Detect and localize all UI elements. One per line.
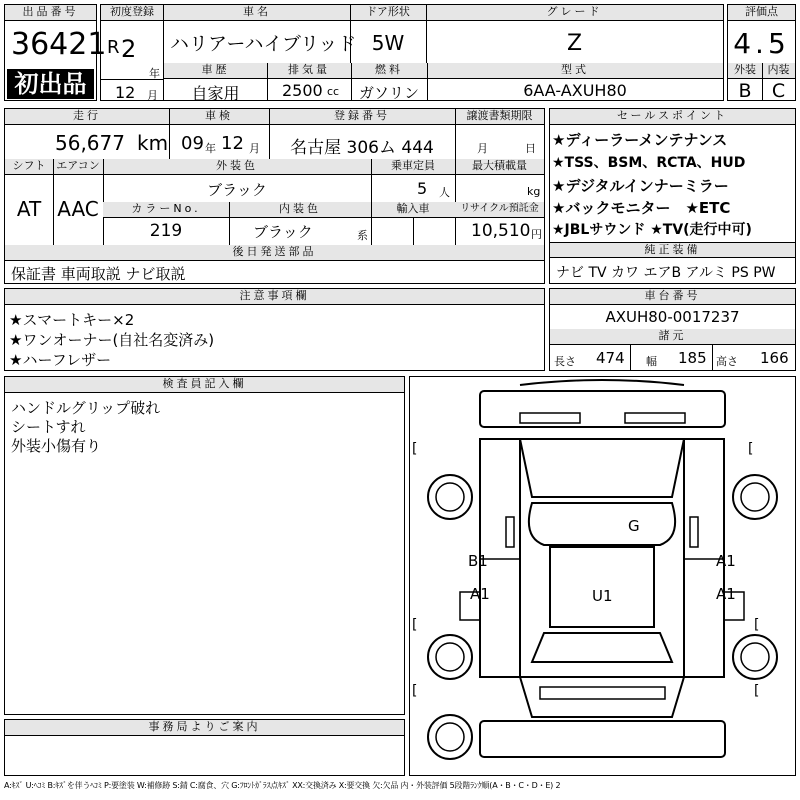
sales-point-item: ★TSS、BSM、RCTA、HUD xyxy=(552,155,746,171)
lot-number: 36421 xyxy=(11,27,107,62)
note-item: ★ハーフレザー xyxy=(9,351,112,369)
int-color-label: 内装色 xyxy=(229,202,371,218)
equipment-value: ナビ TV カワ エアB アルミ PS PW xyxy=(556,265,776,281)
max-load-unit: kg xyxy=(527,185,541,198)
first-listing-badge: 初出品 xyxy=(7,69,94,99)
sales-point-item: ★デジタルインナーミラー xyxy=(552,177,729,195)
exterior-label: 外装 xyxy=(728,63,762,79)
inspection-year: 09 xyxy=(181,133,204,154)
overall-score: 4.5 xyxy=(733,27,790,60)
bracket-mark: [ xyxy=(748,441,754,457)
recycle-unit: 円 xyxy=(531,228,542,241)
ext-color-label: 外装色 xyxy=(103,159,371,175)
damage-mark-right-rear-door: A1 xyxy=(716,585,736,603)
notes-label: 注意事項欄 xyxy=(5,289,544,305)
notes-box xyxy=(4,288,545,371)
capacity-unit: 人 xyxy=(439,186,450,199)
mileage-label: 走行 xyxy=(5,109,169,125)
legend-text: A:ｷｽﾞ U:ﾍｺﾐ B:ｷｽﾞを伴うﾍｺﾐ P:要塗装 W:補修跡 S:錆 C:腐食、穴 G:ﾌﾛﾝﾄｶﾞﾗｽ点ｷｽﾞ XX:交換済み X:要交換 欠:欠品 内・外装評価 5段階ﾗﾝｸ順(A・B・C・D・E) 2 xyxy=(4,781,561,790)
inspection-label: 車検 xyxy=(169,109,269,125)
width-value: 185 xyxy=(678,349,707,367)
max-load-label: 最大積載量 xyxy=(455,159,544,175)
inspector-item: シートすれ xyxy=(11,418,86,436)
deadline-day-unit: 日 xyxy=(525,142,536,155)
later-parts-label: 後日発送部品 xyxy=(5,245,544,261)
note-item: ★スマートキー×2 xyxy=(9,311,135,329)
damage-mark-windshield: G xyxy=(628,517,640,535)
damage-mark-roof: U1 xyxy=(592,587,613,605)
history-label: 車歴 xyxy=(164,63,267,79)
score-label: 評価点 xyxy=(728,5,795,21)
sales-point-item: ★ディーラーメンテナンス xyxy=(552,131,728,149)
note-item: ★ワンオーナー(自社名変済み) xyxy=(9,331,215,349)
office-box xyxy=(4,719,405,776)
fuel-type: ガソリン xyxy=(358,84,419,102)
inspection-month-unit: 月 xyxy=(249,142,260,155)
inspector-item: ハンドルグリップ破れ xyxy=(11,399,161,417)
vehicle-header-box xyxy=(163,4,724,101)
car-name-label: 車名 xyxy=(164,5,350,21)
sales-points-box xyxy=(549,108,796,284)
interior-label: 内装 xyxy=(762,63,795,79)
vehicle-history: 自家用 xyxy=(191,84,240,103)
specs-label: 諸元 xyxy=(550,329,795,345)
damage-mark-left-rear-door: A1 xyxy=(470,585,490,603)
bracket-mark: [ xyxy=(412,683,418,699)
height-label: 高さ xyxy=(716,355,738,368)
lot-label: 出品番号 xyxy=(5,5,96,21)
inspector-box xyxy=(4,376,405,715)
mileage-value: 56,677 xyxy=(55,131,125,155)
displacement: 2500 xyxy=(282,81,323,100)
sales-point-item: ★バックモニター ★ETC xyxy=(552,199,731,217)
sales-points-label: セールスポイント xyxy=(550,109,795,125)
car-name: ハリアーハイブリッド xyxy=(170,33,357,55)
door-type: 5W xyxy=(371,31,405,55)
model-label: 型式 xyxy=(427,63,723,79)
color-no-label: カラーNo. xyxy=(103,202,229,218)
shift-value: AT xyxy=(16,197,42,221)
first-reg-month: 12 xyxy=(115,83,136,102)
damage-mark-left-front-door: B1 xyxy=(468,552,488,570)
deadline-month-unit: 月 xyxy=(477,142,488,155)
int-color-suffix: 系 xyxy=(357,229,368,242)
equipment-label: 純正装備 xyxy=(550,242,795,258)
deadline-label: 譲渡書類期限 xyxy=(455,109,544,125)
width-label: 幅 xyxy=(646,355,657,368)
first-reg-month-unit: 月 xyxy=(147,89,158,102)
first-reg-year: 2 xyxy=(121,35,137,63)
chassis-label: 車台番号 xyxy=(550,289,795,305)
first-reg-year-unit: 年 xyxy=(149,67,160,80)
length-label: 長さ xyxy=(554,355,576,368)
recycle-label: リサイクル預託金 xyxy=(455,202,544,218)
damage-mark-right-front-door: A1 xyxy=(716,552,736,570)
shift-label: シフト xyxy=(5,159,53,175)
exterior-score: B xyxy=(738,80,752,102)
mileage-unit: km xyxy=(137,131,169,155)
recycle-value: 10,510 xyxy=(471,221,531,241)
displacement-label: 排気量 xyxy=(267,63,351,79)
plate-number: 名古屋 306ム 444 xyxy=(290,138,434,158)
bracket-mark: [ xyxy=(412,441,418,457)
color-number: 219 xyxy=(149,221,183,241)
office-label: 事務局よりご案内 xyxy=(5,720,404,736)
sales-point-item: ★JBLサウンド ★TV(走行中可) xyxy=(552,222,752,238)
ac-value: AAC xyxy=(57,197,99,221)
damage-diagram-box xyxy=(409,376,796,776)
ext-color-value: ブラック xyxy=(207,181,267,199)
inspection-year-unit: 年 xyxy=(205,142,216,155)
score-box xyxy=(727,4,796,101)
first-reg-era: R xyxy=(107,37,120,58)
chassis-number: AXUH80-0017237 xyxy=(605,308,740,326)
bracket-mark: [ xyxy=(412,617,418,633)
car-damage-diagram xyxy=(410,377,795,775)
details-box xyxy=(4,108,545,284)
model-code: 6AA-AXUH80 xyxy=(523,81,627,100)
bracket-mark: [ xyxy=(754,683,760,699)
ac-label: エアコン xyxy=(53,159,103,175)
displacement-unit: cc xyxy=(327,85,340,98)
later-parts-value: 保証書 車両取説 ナビ取説 xyxy=(11,265,186,283)
capacity-value: 5 xyxy=(417,179,428,198)
inspector-label: 検査員記入欄 xyxy=(5,377,404,393)
fuel-label: 燃料 xyxy=(351,63,427,79)
chassis-box xyxy=(549,288,796,371)
first-reg-label: 初度登録 xyxy=(101,5,163,21)
length-value: 474 xyxy=(596,349,625,367)
interior-score: C xyxy=(771,80,786,102)
lot-box xyxy=(4,4,107,101)
grade-value: Z xyxy=(566,31,583,56)
plate-label: 登録番号 xyxy=(269,109,455,125)
bracket-mark: [ xyxy=(754,617,760,633)
height-value: 166 xyxy=(760,349,789,367)
capacity-label: 乗車定員 xyxy=(371,159,455,175)
inspection-month: 12 xyxy=(221,133,244,154)
door-label: ドア形状 xyxy=(350,5,426,21)
inspector-item: 外装小傷有り xyxy=(11,437,102,455)
import-label: 輸入車 xyxy=(371,202,455,218)
int-color-value: ブラック xyxy=(253,223,313,241)
first-registration-box xyxy=(100,4,164,101)
grade-label: グレード xyxy=(426,5,723,21)
